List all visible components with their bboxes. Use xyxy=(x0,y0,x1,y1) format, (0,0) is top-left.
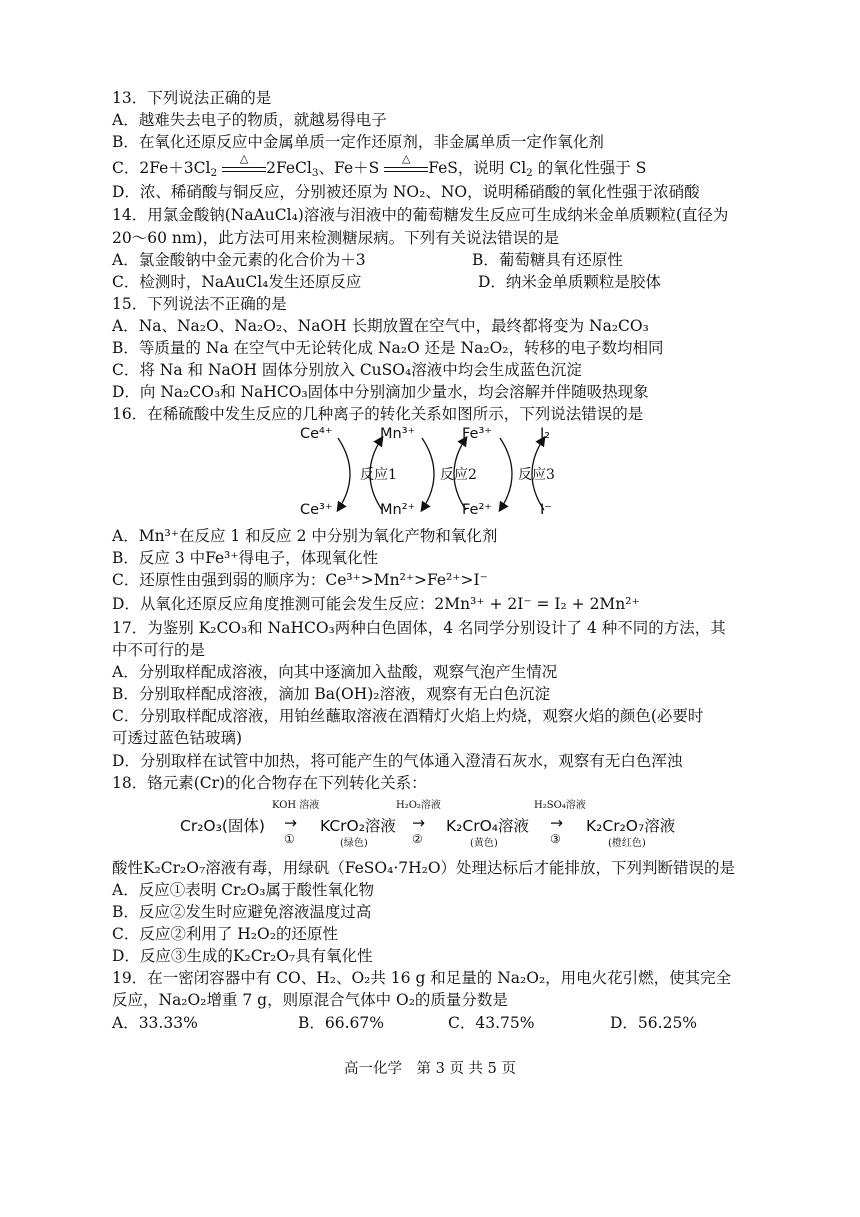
q18-option-b: B．反应②发生时应避免溶液温度过高 xyxy=(112,903,372,921)
q19-option-a: A．33.33% xyxy=(112,1014,198,1032)
q15-option-a: A．Na、Na₂O、Na₂O₂、NaOH 长期放置在空气中，最终都将变为 Na₂CO₃ xyxy=(112,317,649,335)
q14-option-b: B．葡萄糖具有还原性 xyxy=(472,251,623,269)
q17-stem-line1: 17．为鉴别 K₂CO₃和 NaHCO₃两种白色固体，4 名同学分别设计了 4 种不同的方法，其 xyxy=(112,619,726,637)
reaction-1-label: 反应1 xyxy=(360,467,397,483)
scheme-kcro2: KCrO₂溶液 xyxy=(320,817,396,835)
q19-option-b: B．66.67% xyxy=(298,1014,384,1032)
q18-option-c: C．反应②利用了 H₂O₂的还原性 xyxy=(112,925,338,943)
ion-iminus: I⁻ xyxy=(540,502,552,518)
scheme-reagent-koh: KOH 溶液 xyxy=(272,800,320,811)
q18-note: 酸性K₂Cr₂O₇溶液有毒，用绿矾（FeSO₄·7H₂O）处理达标后才能排放，下列判断错误的是 xyxy=(112,859,736,877)
q13-option-b: B．在氧化还原反应中金属单质一定作还原剂，非金属单质一定作氧化剂 xyxy=(112,133,604,151)
q18-stem: 18．铬元素(Cr)的化合物存在下列转化关系： xyxy=(112,774,427,792)
ion-fe3: Fe³⁺ xyxy=(462,426,492,442)
q14-option-c: C．检测时，NaAuCl₄发生还原反应 xyxy=(112,273,362,291)
scheme-color-orange: (橙红色) xyxy=(608,838,646,849)
q15-option-c: C．将 Na 和 NaOH 固体分别放入 CuSO₄溶液中均会生成蓝色沉淀 xyxy=(112,361,582,379)
scheme-step-2: ② xyxy=(412,832,423,846)
scheme-color-yellow: (黄色) xyxy=(470,838,498,849)
q18-option-d: D．反应③生成的K₂Cr₂O₇具有氧化性 xyxy=(112,947,373,965)
ion-ce4: Ce⁴⁺ xyxy=(300,426,333,442)
q17-option-a: A．分别取样配成溶液，向其中逐滴加入盐酸，观察气泡产生情况 xyxy=(112,663,558,681)
ion-mn3: Mn³⁺ xyxy=(380,426,416,442)
q13-option-d: D．浓、稀硝酸与铜反应，分别被还原为 NO₂、NO，说明稀硝酸的氧化性强于浓硝酸 xyxy=(112,183,700,201)
ion-mn2: Mn²⁺ xyxy=(380,502,416,518)
scheme-color-green: (绿色) xyxy=(340,838,368,849)
q14-option-d: D．纳米金单质颗粒是胶体 xyxy=(478,273,661,291)
reaction-2-label: 反应2 xyxy=(440,467,477,483)
q18-option-a: A．反应①表明 Cr₂O₃属于酸性氧化物 xyxy=(112,881,375,899)
q13-option-c: C．$2Fe+3Cl_2$ △ 2FeCl$_3$、Fe＋S △ FeS，说明 $Cl_2$ 的氧化性强于 S xyxy=(112,152,647,179)
ion-ce3: Ce³⁺ xyxy=(300,502,333,518)
q19-option-c: C．43.75% xyxy=(448,1014,535,1032)
q15-option-b: B．等质量的 Na 在空气中无论转化成 Na₂O 还是 Na₂O₂，转移的电子数均相同 xyxy=(112,339,664,357)
q16-option-c: C．还原性由强到弱的顺序为：Ce³⁺>Mn²⁺>Fe²⁺>I⁻ xyxy=(112,571,488,589)
heating-equals-sign: △ xyxy=(384,158,428,178)
scheme-arrow-1: → xyxy=(284,814,297,832)
q16-stem: 16．在稀硫酸中发生反应的几种离子的转化关系如图所示，下列说法错误的是 xyxy=(112,405,644,423)
q14-stem-line2: 20～60 nm)，此方法可用来检测糖尿病。下列有关说法错误的是 xyxy=(112,229,560,247)
scheme-reagent-h2so4: H₂SO₄溶液 xyxy=(534,800,586,811)
chromium-conversion-scheme xyxy=(180,796,740,852)
page-footer: 高一化学 第 3 页 共 5 页 xyxy=(344,1061,516,1077)
q19-stem-line2: 反应，Na₂O₂增重 7 g，则原混合气体中 O₂的质量分数是 xyxy=(112,991,508,1009)
q16-option-b: B．反应 3 中Fe³⁺得电子，体现氧化性 xyxy=(112,549,379,567)
reaction-3-label: 反应3 xyxy=(518,467,555,483)
q16-option-a: A．Mn³⁺在反应 1 和反应 2 中分别为氧化产物和氧化剂 xyxy=(112,527,498,545)
scheme-cr2o3: Cr₂O₃(固体) xyxy=(180,817,265,835)
q17-option-d: D．分别取样在试管中加热，将可能产生的气体通入澄清石灰水，观察有无白色浑浊 xyxy=(112,752,683,770)
q16-option-d: D．从氧化还原反应角度推测可能会发生反应：2Mn³⁺ + 2I⁻ = I₂ + 2Mn²⁺ xyxy=(112,595,640,613)
q15-stem: 15．下列说法不正确的是 xyxy=(112,295,287,313)
scheme-k2cr2o7: K₂Cr₂O₇溶液 xyxy=(586,817,676,835)
ion-fe2: Fe²⁺ xyxy=(462,502,492,518)
scheme-arrow-2: → xyxy=(412,814,425,832)
ion-i2: I₂ xyxy=(540,426,551,442)
q13-stem: 13．下列说法正确的是 xyxy=(112,89,272,107)
q15-option-d: D．向 Na₂CO₃和 NaHCO₃固体中分别滴加少量水，均会溶解并伴随吸热现象 xyxy=(112,383,649,401)
scheme-k2cro4: K₂CrO₄溶液 xyxy=(446,817,529,835)
scheme-step-3: ③ xyxy=(550,832,561,846)
q19-option-d: D．56.25% xyxy=(610,1014,698,1032)
q17-option-c-line2: 可透过蓝色钴玻璃) xyxy=(112,729,243,747)
q13-option-a: A．越难失去电子的物质，就越易得电子 xyxy=(112,111,387,129)
q17-stem-line2: 中不可行的是 xyxy=(112,641,206,659)
q19-stem-line1: 19．在一密闭容器中有 CO、H₂、O₂共 16 g 和足量的 Na₂O₂，用电火花引燃，使其完全 xyxy=(112,969,732,987)
q14-stem-line1: 14．用氯金酸钠(NaAuCl₄)溶液与泪液中的葡萄糖发生反应可生成纳米金单质颗粒(直径为 xyxy=(112,206,729,224)
scheme-arrow-3: → xyxy=(550,814,563,832)
scheme-step-1: ① xyxy=(284,832,295,846)
ion-conversion-diagram xyxy=(300,424,570,524)
q14-option-a: A．氯金酸钠中金元素的化合价为＋3 xyxy=(112,251,366,269)
q17-option-c-line1: C．分别取样配成溶液，用铂丝蘸取溶液在酒精灯火焰上灼烧，观察火焰的颜色(必要时 xyxy=(112,707,704,725)
heating-equals-sign: △ xyxy=(222,158,266,178)
q17-option-b: B．分别取样配成溶液，滴加 Ba(OH)₂溶液，观察有无白色沉淀 xyxy=(112,685,550,703)
scheme-reagent-h2o2: H₂O₂溶液 xyxy=(396,800,441,811)
